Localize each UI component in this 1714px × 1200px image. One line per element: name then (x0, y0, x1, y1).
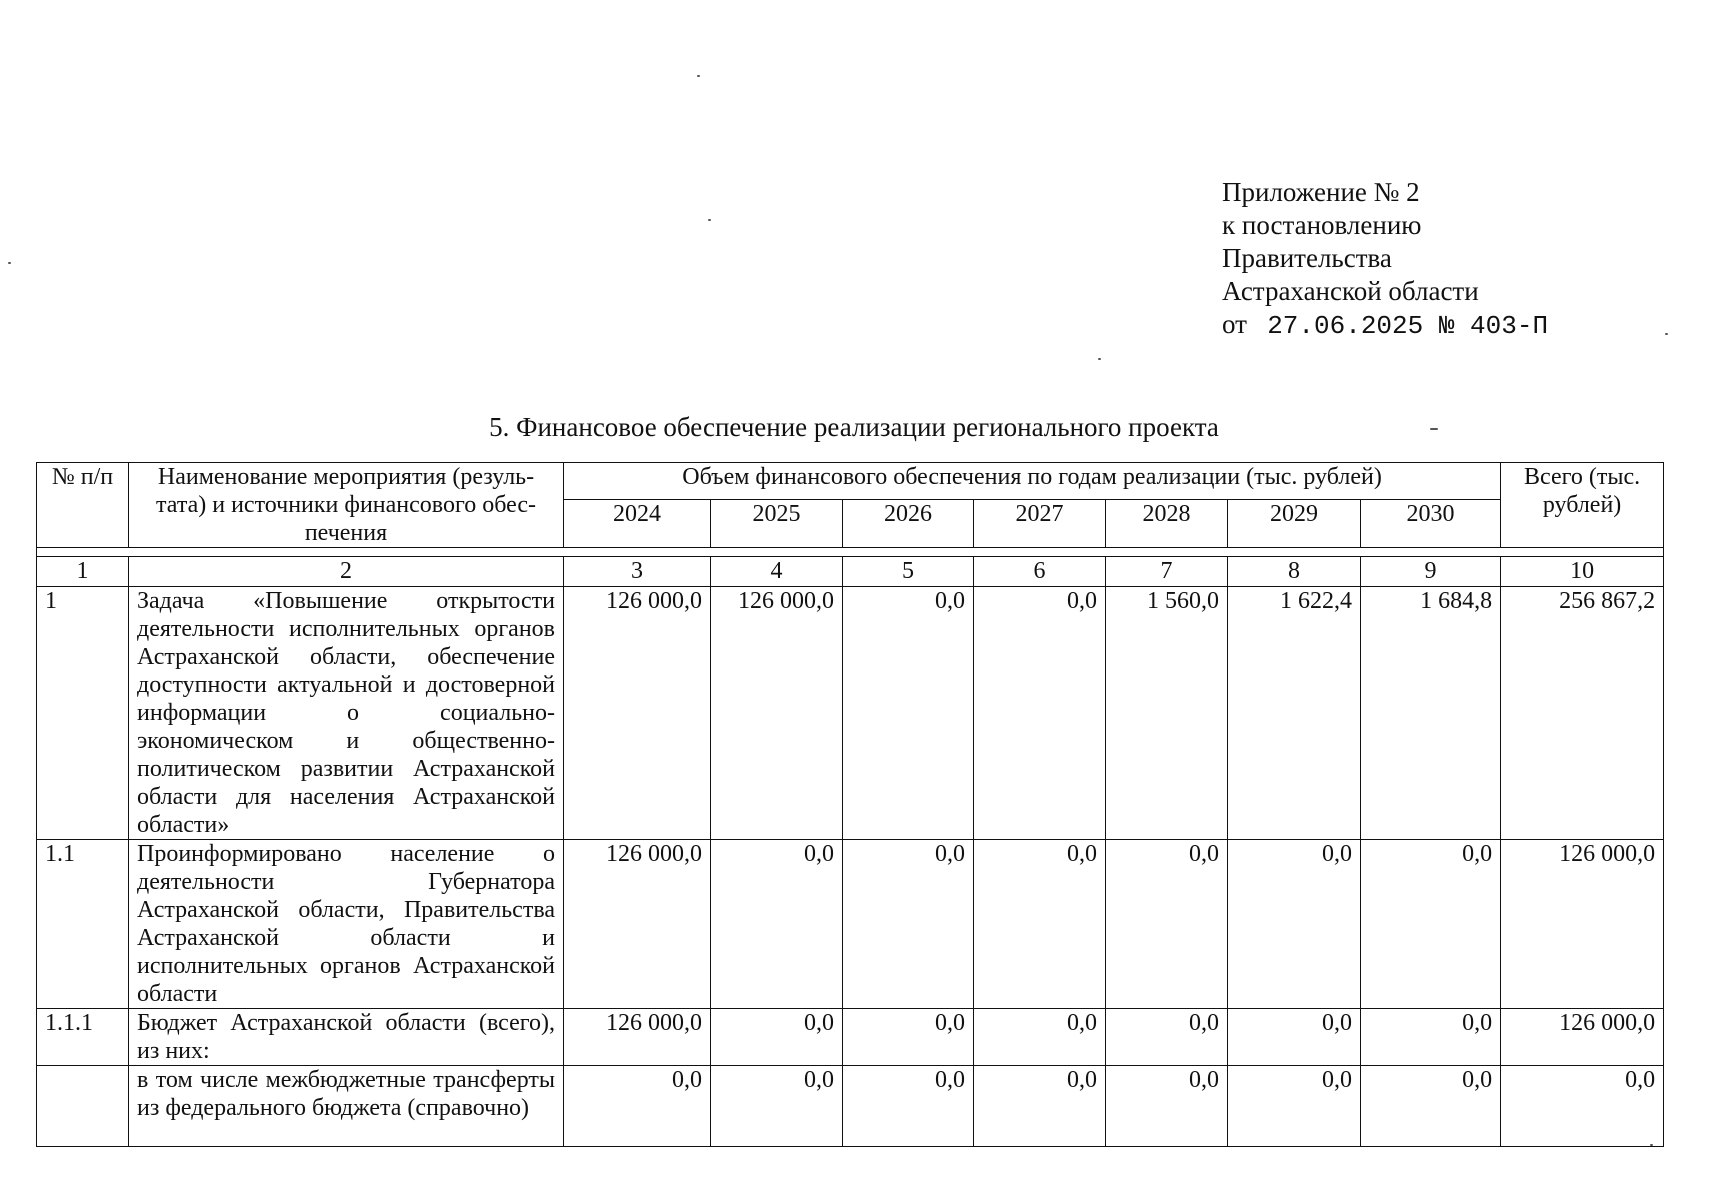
header-num: № п/п (37, 463, 129, 548)
value-cell: 0,0 (1106, 1009, 1228, 1066)
gap-cell (37, 548, 1664, 557)
header-year: 2026 (843, 500, 974, 548)
value-cell: 0,0 (974, 587, 1106, 840)
column-number: 5 (843, 557, 974, 587)
header-volume: Объем финансового обеспечения по годам реализации (тыс. рублей) (564, 463, 1501, 500)
value-cell: 0,0 (1361, 1066, 1501, 1147)
value-cell: 126 000,0 (564, 587, 711, 840)
value-cell: 0,0 (843, 1009, 974, 1066)
scan-speck (708, 219, 711, 221)
column-number: 8 (1228, 557, 1361, 587)
row-name: Проинформировано население о деятельности Губернатора Астраханской области, Правительства Астраханской области и исполнительных органов Астраханской области (129, 840, 564, 1009)
row-index: 1.1 (37, 840, 129, 1009)
value-cell: 1 622,4 (1228, 587, 1361, 840)
value-cell: 1 684,8 (1361, 587, 1501, 840)
column-number: 10 (1501, 557, 1664, 587)
column-number: 6 (974, 557, 1106, 587)
value-cell: 126 000,0 (564, 1009, 711, 1066)
date-prefix: от (1222, 309, 1247, 339)
appendix-line-4: Астраханской области (1222, 276, 1479, 306)
scan-speck (1430, 428, 1438, 430)
total-cell: 0,0 (1501, 1066, 1664, 1147)
header-year: 2029 (1228, 500, 1361, 548)
section-title (0, 410, 1714, 444)
header-row (37, 463, 1664, 500)
row-index: 1.1.1 (37, 1009, 129, 1066)
column-number: 7 (1106, 557, 1228, 587)
resolution-date-number: 27.06.2025 № 403-П (1267, 311, 1549, 341)
total-cell: 126 000,0 (1501, 840, 1664, 1009)
table-row (37, 840, 1664, 1009)
header-year: 2025 (711, 500, 843, 548)
table-gap (37, 548, 1664, 557)
header-total: Всего (тыс. рублей) (1501, 463, 1664, 548)
header-year: 2027 (974, 500, 1106, 548)
scan-speck (1098, 358, 1101, 360)
value-cell: 0,0 (711, 1009, 843, 1066)
value-cell: 0,0 (1106, 1066, 1228, 1147)
row-name: Задача «Повышение открытости деятельности исполнительных органов Астраханской области, обеспечение доступности актуальной и достоверной информации о социально-экономическом и общественно-политическом развитии Астраханской области для населения Астраханской области» (129, 587, 564, 840)
appendix-line-1: Приложение № 2 (1222, 177, 1420, 207)
row-index (37, 1066, 129, 1147)
total-cell: 256 867,2 (1501, 587, 1664, 840)
value-cell: 126 000,0 (711, 587, 843, 840)
value-cell: 0,0 (1361, 840, 1501, 1009)
header-year: 2028 (1106, 500, 1228, 548)
header-name: Наименование мероприятия (резуль-тата) и источники финансового обес-печения (129, 463, 564, 548)
total-cell: 126 000,0 (1501, 1009, 1664, 1066)
scan-speck (1665, 333, 1668, 335)
value-cell: 0,0 (564, 1066, 711, 1147)
header-year: 2030 (1361, 500, 1501, 548)
column-number: 1 (37, 557, 129, 587)
value-cell: 0,0 (974, 840, 1106, 1009)
row-index: 1 (37, 587, 129, 840)
value-cell: 0,0 (1228, 1066, 1361, 1147)
value-cell: 0,0 (1361, 1009, 1501, 1066)
value-cell: 0,0 (1228, 1009, 1361, 1066)
appendix-line-2: к постановлению (1222, 210, 1422, 240)
value-cell: 0,0 (843, 840, 974, 1009)
value-cell: 0,0 (974, 1009, 1106, 1066)
appendix-header (1222, 176, 1548, 343)
scan-speck (697, 75, 700, 77)
financing-table (36, 462, 1664, 1147)
value-cell: 0,0 (974, 1066, 1106, 1147)
row-name: Бюджет Астраханской области (всего), из них: (129, 1009, 564, 1066)
value-cell: 0,0 (711, 840, 843, 1009)
table-row (37, 587, 1664, 840)
section-title-text: 5. Финансовое обеспечение реализации регионального проекта (489, 412, 1219, 442)
value-cell: 0,0 (711, 1066, 843, 1147)
value-cell: 126 000,0 (564, 840, 711, 1009)
column-number: 9 (1361, 557, 1501, 587)
column-number: 2 (129, 557, 564, 587)
header-year: 2024 (564, 500, 711, 548)
value-cell: 1 560,0 (1106, 587, 1228, 840)
value-cell: 0,0 (1106, 840, 1228, 1009)
appendix-line-3: Правительства (1222, 243, 1392, 273)
column-number-row (37, 557, 1664, 587)
value-cell: 0,0 (1228, 840, 1361, 1009)
value-cell: 0,0 (843, 587, 974, 840)
row-name: в том числе межбюджетные трансферты из федерального бюджета (справочно) (129, 1066, 564, 1147)
column-number: 4 (711, 557, 843, 587)
value-cell: 0,0 (843, 1066, 974, 1147)
table-row (37, 1009, 1664, 1066)
table-row (37, 1066, 1664, 1147)
scan-speck (1650, 1144, 1653, 1146)
scan-speck (8, 262, 11, 264)
column-number: 3 (564, 557, 711, 587)
appendix-date-line (1222, 308, 1548, 343)
